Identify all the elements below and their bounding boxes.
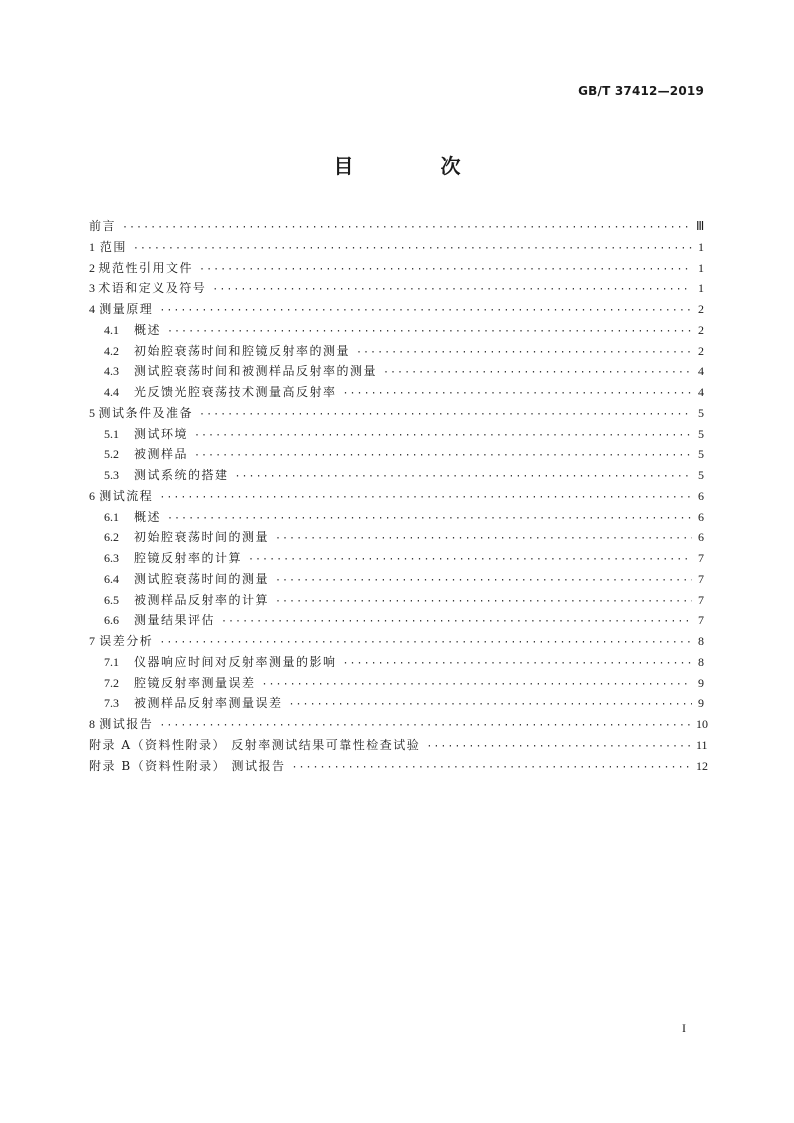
toc-entry[interactable] <box>89 465 704 486</box>
toc-entry[interactable] <box>89 673 704 694</box>
toc-entry-page: 5 <box>698 426 704 441</box>
toc-dot-leader <box>167 509 692 530</box>
toc-entry-title: 测量结果评估 <box>134 613 216 628</box>
toc-entry-page: 7 <box>698 592 704 607</box>
toc-entry-number: 5.2 <box>104 447 119 462</box>
toc-entry-number: 5 <box>89 405 95 420</box>
toc-entry-title: 被测样品 <box>134 447 189 462</box>
toc-entry-number: 8 <box>89 717 95 731</box>
toc-entry[interactable] <box>89 548 704 569</box>
toc-dot-leader <box>159 301 692 322</box>
page-title: 目 次 <box>333 154 501 178</box>
toc-dot-leader <box>248 550 692 571</box>
toc-entry-page: 8 <box>698 654 704 669</box>
toc-dot-leader <box>275 571 692 592</box>
toc-entry-page: 2 <box>698 302 704 316</box>
toc-entry[interactable] <box>89 216 704 237</box>
toc-entry-title: 光反馈光腔衰荡技术测量高反射率 <box>134 385 337 399</box>
toc-entry-page: 11 <box>696 737 708 752</box>
toc-entry-page: 5 <box>698 447 704 462</box>
toc-entry-number: 5.3 <box>104 468 119 482</box>
toc-entry-number: 6.4 <box>104 571 119 586</box>
toc-entry-page: 7 <box>698 551 704 565</box>
toc-entry[interactable] <box>89 486 704 507</box>
toc-entry-number: 6.5 <box>104 592 119 607</box>
toc-entry-number: 7.1 <box>104 654 119 669</box>
toc-entry-title: 规范性引用文件 <box>98 260 194 275</box>
toc-dot-leader <box>275 529 692 550</box>
toc-entry[interactable] <box>89 631 704 652</box>
toc-dot-leader <box>262 675 692 696</box>
toc-dot-leader <box>194 426 692 447</box>
toc-entry-title: 误差分析 <box>99 634 154 648</box>
toc-entry-number: 5.1 <box>104 426 119 441</box>
toc-entry[interactable] <box>89 320 704 341</box>
toc-dot-leader <box>194 446 692 467</box>
toc-entry-number: 7.3 <box>104 696 119 711</box>
toc-entry-page: 8 <box>698 634 704 648</box>
toc-entry-page: 1 <box>698 281 704 296</box>
toc-entry[interactable] <box>89 444 704 465</box>
toc-dot-leader <box>383 363 692 384</box>
toc-entry-title: 测试流程 <box>99 488 154 503</box>
toc-dot-leader <box>343 654 692 675</box>
toc-dot-leader <box>133 239 692 260</box>
toc-dot-leader <box>356 343 692 364</box>
toc-entry-page: 10 <box>696 717 708 731</box>
toc-entry-number: 3 <box>89 281 95 296</box>
toc-entry[interactable] <box>89 382 704 403</box>
toc-entry[interactable] <box>89 258 704 279</box>
toc-entry-title: 测试系统的搭建 <box>134 468 229 482</box>
toc-entry[interactable] <box>89 237 704 258</box>
toc-entry-page: 2 <box>698 322 704 337</box>
toc-entry-title: 范围 <box>99 239 127 254</box>
toc-entry-number: 6 <box>89 488 95 503</box>
toc-dot-leader <box>426 737 692 758</box>
toc-entry-title: 测试报告 <box>99 717 154 731</box>
toc-entry-page: 6 <box>698 488 704 503</box>
toc-entry-page: 5 <box>698 405 704 420</box>
toc-entry-number: 2 <box>89 260 95 275</box>
toc-entry-number: 6.1 <box>104 509 119 524</box>
toc-entry[interactable] <box>89 652 704 673</box>
toc-entry[interactable] <box>89 278 704 299</box>
toc-dot-leader <box>199 260 692 281</box>
toc-entry-title: 概述 <box>134 322 162 337</box>
toc-entry-page: 12 <box>696 758 708 773</box>
toc-entry[interactable] <box>89 714 708 735</box>
toc-entry-number: 4.1 <box>104 322 119 337</box>
toc-entry-number: 4 <box>89 302 95 316</box>
toc-entry-number: 7 <box>89 634 95 648</box>
page-number: I <box>682 1021 686 1035</box>
toc-entry[interactable] <box>89 693 704 714</box>
toc-entry-title: 测试环境 <box>134 426 189 441</box>
toc-entry-page: 5 <box>698 468 704 482</box>
toc-entry-page: 4 <box>698 364 704 379</box>
standard-code: GB/T 37412—2019 <box>578 84 704 98</box>
toc-entry-page: 1 <box>698 260 704 275</box>
toc-entry-page: Ⅲ <box>696 219 705 233</box>
toc-entry-page: 6 <box>698 530 704 545</box>
toc-entry-number: 4.2 <box>104 343 119 358</box>
toc-dot-leader <box>275 592 692 613</box>
toc-entry[interactable] <box>89 527 704 548</box>
toc-entry[interactable] <box>89 610 704 631</box>
toc-entry-number: 6.6 <box>104 613 119 628</box>
toc-entry-page: 6 <box>698 509 704 524</box>
toc-entry-title: 附录 B（资料性附录） 测试报告 <box>89 758 286 773</box>
toc-dot-leader <box>122 218 692 239</box>
toc-entry-title: 被测样品反射率测量误差 <box>134 696 283 711</box>
toc-entry-title: 仪器响应时间对反射率测量的影响 <box>134 654 337 669</box>
toc-dot-leader <box>212 280 692 301</box>
toc-entry-page: 9 <box>698 675 704 690</box>
toc-entry-number: 1 <box>89 239 95 254</box>
toc-entry[interactable] <box>89 590 704 611</box>
table-of-contents <box>89 216 708 776</box>
toc-entry-title: 腔镜反射率测量误差 <box>134 675 256 690</box>
toc-entry[interactable] <box>89 756 708 777</box>
toc-entry[interactable] <box>89 361 704 382</box>
toc-entry-number: 4.4 <box>104 385 119 399</box>
toc-entry-number: 7.2 <box>104 675 119 690</box>
toc-entry-page: 4 <box>698 385 704 399</box>
toc-entry[interactable] <box>89 424 704 445</box>
toc-entry-title: 附录 A（资料性附录） 反射率测试结果可靠性检查试验 <box>89 737 421 752</box>
toc-dot-leader <box>343 384 692 405</box>
toc-dot-leader <box>235 467 692 488</box>
toc-dot-leader <box>159 716 692 737</box>
toc-entry-title: 初始腔衰荡时间的测量 <box>134 530 270 545</box>
toc-dot-leader <box>167 322 692 343</box>
toc-entry-page: 9 <box>698 696 704 711</box>
toc-entry-title: 腔镜反射率的计算 <box>134 551 243 565</box>
toc-entry-title: 测试条件及准备 <box>98 405 194 420</box>
toc-entry-title: 被测样品反射率的计算 <box>134 592 270 607</box>
toc-entry-number: 6.3 <box>104 551 119 565</box>
toc-entry-page: 2 <box>698 343 704 358</box>
toc-entry[interactable] <box>89 403 704 424</box>
toc-entry-page: 1 <box>698 239 704 254</box>
toc-entry-title: 测试腔衰荡时间的测量 <box>134 571 270 586</box>
toc-entry[interactable] <box>89 507 704 528</box>
toc-entry-title: 初始腔衰荡时间和腔镜反射率的测量 <box>134 343 351 358</box>
toc-entry-page: 7 <box>698 571 704 586</box>
toc-entry[interactable] <box>89 341 704 362</box>
toc-entry[interactable] <box>89 299 704 320</box>
toc-dot-leader <box>199 405 692 426</box>
toc-entry-number: 4.3 <box>104 364 119 379</box>
toc-dot-leader <box>289 695 692 716</box>
toc-entry-page: 7 <box>698 613 704 628</box>
toc-entry-title: 测试腔衰荡时间和被测样品反射率的测量 <box>134 364 378 379</box>
toc-entry-title: 测量原理 <box>99 302 154 316</box>
toc-entry[interactable] <box>89 569 704 590</box>
toc-dot-leader <box>221 612 692 633</box>
toc-dot-leader <box>291 758 692 779</box>
toc-entry[interactable] <box>89 735 708 756</box>
toc-dot-leader <box>159 488 692 509</box>
toc-entry-number: 6.2 <box>104 530 119 545</box>
toc-entry-title: 前言 <box>89 219 117 233</box>
toc-entry-title: 概述 <box>134 509 162 524</box>
toc-entry-title: 术语和定义及符号 <box>98 281 207 296</box>
toc-dot-leader <box>159 633 692 654</box>
